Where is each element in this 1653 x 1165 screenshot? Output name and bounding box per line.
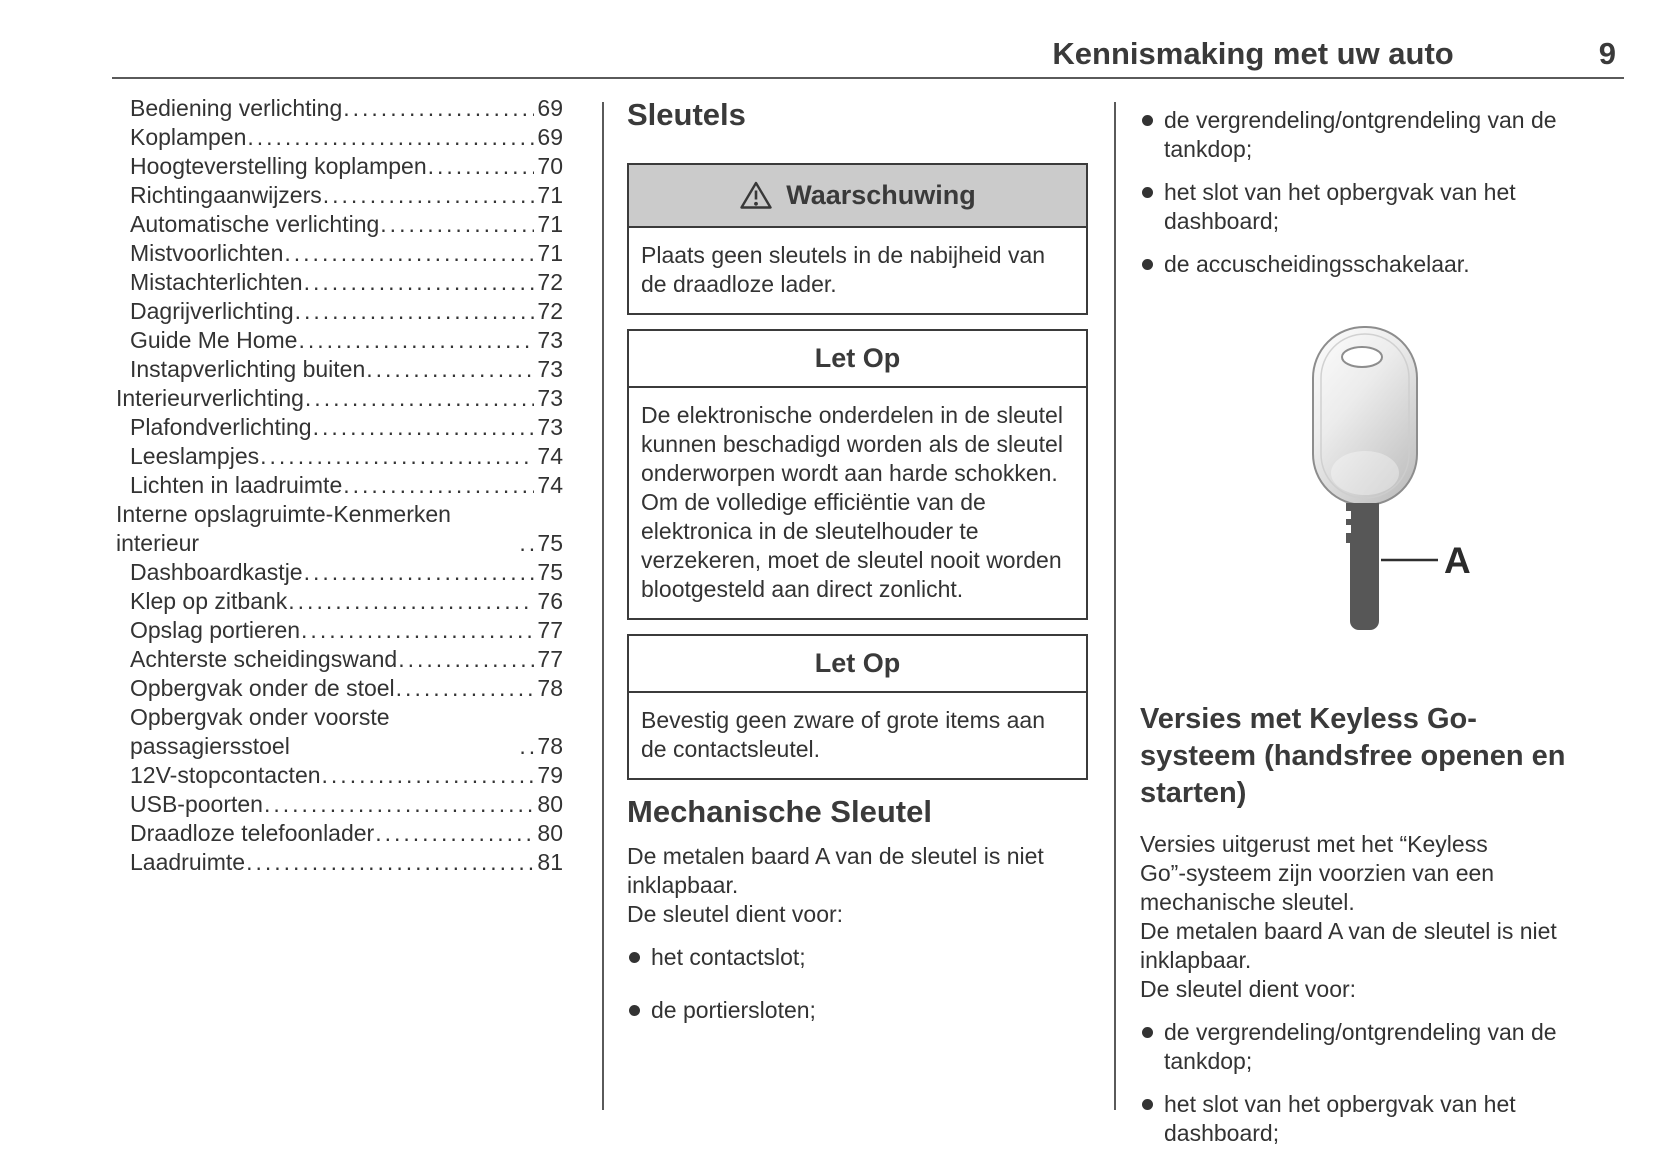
right-column [1140,106,1592,1148]
toc-entry-page: 72 [537,269,563,295]
toc-entry-label: Opslag portieren [130,617,301,643]
toc-entry[interactable] [116,848,563,877]
toc-entry-label: Lichten in laadruimte [130,472,343,498]
toc-entry-label: Opbergvak onder de stoel [130,675,395,701]
key-blade-label: A [1444,540,1471,581]
toc-entry-page: 73 [537,327,563,353]
keyless-go-paragraphs [1140,830,1592,1004]
toc-entry[interactable] [116,790,563,819]
toc-entry[interactable] [116,413,563,442]
toc-entry[interactable] [116,471,563,500]
toc-entry[interactable] [116,94,563,123]
bullet-icon [1142,259,1153,270]
toc-entry[interactable] [116,210,563,239]
toc-entry[interactable] [116,181,563,210]
bullet-icon [1142,115,1153,126]
list-item-text: het contactslot; [651,944,806,970]
list-item-text: de accuscheidingsschakelaar. [1164,251,1470,277]
toc-entry[interactable] [116,558,563,587]
toc-entry-page: 75 [537,559,563,585]
keyless-go-heading: Versies met Keyless Go-systeem (handsfree openen en starten) [1140,703,1566,809]
paragraph: De metalen baard A van de sleutel is niet inklapbaar. [1140,918,1557,973]
list-item [1142,250,1592,279]
subsection-title-mechanische-sleutel: Mechanische Sleutel [627,794,932,829]
toc-entry[interactable] [116,616,563,645]
list-item-text: het slot van het opbergvak van het dashboard; [1164,179,1516,234]
toc-entry-page: 69 [537,95,563,121]
dot-leader [395,674,535,703]
key-illustration [1140,323,1592,635]
toc-entry-label: Draadloze telefoonlader [130,820,375,846]
caution-box-list [627,329,1088,780]
dot-leader [246,123,534,152]
dot-leader [321,761,535,790]
toc-entry[interactable] [116,239,563,268]
dot-leader [374,819,534,848]
mechanical-key-bullet-list [627,943,1088,1025]
toc-entry-label: Mistachterlichten [130,269,303,295]
toc-entry-page: 79 [537,762,563,788]
list-item [1142,1018,1592,1076]
toc [116,94,563,877]
dot-leader [263,790,534,819]
dot-leader [427,152,535,181]
dot-leader [259,442,534,471]
dot-leader [294,297,535,326]
middle-column [627,97,1088,1025]
caution-box-header [629,331,1086,388]
section-title-sleutels: Sleutels [627,97,746,132]
dot-leader [312,413,535,442]
paragraph: De sleutel dient voor: [1140,976,1357,1002]
dot-leader [342,471,534,500]
dot-leader [365,355,534,384]
toc-entry[interactable] [116,326,563,355]
toc-entry-page: 71 [537,211,563,237]
toc-entry-page: 77 [537,617,563,643]
mechanical-key-paragraphs [627,842,1088,929]
dot-leader [300,616,534,645]
dot-leader [287,587,534,616]
toc-entry-page: 81 [537,849,563,875]
toc-entry[interactable] [116,703,563,761]
toc-entry-page: 73 [537,356,563,382]
toc-entry-label: Koplampen [130,124,247,150]
page-header-title: Kennismaking met uw auto [1052,36,1454,71]
dot-leader [397,645,534,674]
warning-box-header [629,165,1086,228]
bullet-icon [629,952,640,963]
toc-entry[interactable] [116,500,563,558]
warning-box-title: Waarschuwing [786,180,976,210]
toc-entry-label: 12V-stopcontacten [130,762,321,788]
toc-entry-label: Bediening verlichting [130,95,343,121]
dot-leader [303,558,535,587]
list-item-text: de portiersloten; [651,997,816,1023]
warning-box-body: Plaats geen sleutels in de nabijheid van de draadloze lader. [641,242,1046,297]
caution-box-header [629,636,1086,693]
toc-entry-page: 74 [537,443,563,469]
toc-entry-label: Leeslampjes [130,443,260,469]
dot-leader [297,326,534,355]
toc-entry-label: Automatische verlichting [130,211,380,237]
toc-entry-label: Klep op zitbank [130,588,288,614]
toc-entry[interactable] [116,587,563,616]
toc-entry-label: Interne opslagruimte-Kenmerken interieur [116,501,451,556]
toc-entry-label: Mistvoorlichten [130,240,284,266]
list-item [629,943,1088,972]
toc-entry-page: 71 [537,240,563,266]
toc-entry-label: Interieurverlichting [116,385,304,411]
page-number: 9 [1598,36,1616,71]
key-ring-hole [1342,347,1382,367]
toc-entry[interactable] [116,297,563,326]
caution-box-title: Let Op [814,648,901,678]
caution-box-body: De elektronische onderdelen in de sleutel kunnen beschadigd worden als de sleutel onderworpen wordt aan harde schokken. Om de volledige efficiëntie van de elektronica in de sleutelhouder te verzekeren, moet de sleutel nooit worden blootgesteld aan direct zonlicht. [641,402,1063,602]
toc-entry-label: Hoogteverstelling koplampen [130,153,427,179]
caution-box [627,329,1088,620]
toc-entry[interactable] [116,645,563,674]
toc-entry-label: Plafondverlichting [130,414,312,440]
toc-entry[interactable] [116,819,563,848]
toc-entry[interactable] [116,355,563,384]
caution-box-title: Let Op [814,343,901,373]
toc-entry-page: 78 [537,733,563,759]
key-blade-collar [1346,503,1379,543]
toc-entry-label: Richtingaanwijzers [130,182,322,208]
key-blade [1350,541,1379,630]
toc-entry[interactable] [116,123,563,152]
page-header [112,36,1624,79]
bullet-icon [1142,1099,1153,1110]
paragraph: De metalen baard A van de sleutel is niet inklapbaar. [627,843,1044,898]
toc-entry-page: 80 [537,820,563,846]
dot-leader [518,529,534,558]
toc-entry-page: 78 [537,675,563,701]
toc-entry-label: Guide Me Home [130,327,298,353]
caution-box-body: Bevestig geen zware of grote items aan de contactsleutel. [641,707,1046,762]
toc-entry-page: 77 [537,646,563,672]
list-item [1142,1090,1592,1148]
column-divider-right [1114,102,1116,1110]
dot-leader [379,210,534,239]
toc-entry[interactable] [116,384,563,413]
bullet-icon [629,1005,640,1016]
list-item [1142,178,1592,236]
dot-leader [518,732,534,761]
bullet-icon [1142,1027,1153,1038]
toc-entry-page: 76 [537,588,563,614]
key-uses-bullet-list [1140,106,1592,279]
toc-entry-label: USB-poorten [130,791,263,817]
key-figure-svg [1140,323,1480,635]
dot-leader [322,181,535,210]
paragraph: Versies uitgerust met het “Keyless Go”‑systeem zijn voorzien van een mechanische sleutel. [1140,831,1495,915]
list-item-text: de vergrendeling/ontgrendeling van de tankdop; [1164,107,1557,162]
toc-entry-page: 73 [537,414,563,440]
list-item-text: het slot van het opbergvak van het dashboard; [1164,1091,1516,1146]
dot-leader [245,848,534,877]
toc-entry-label: Instapverlichting buiten [130,356,366,382]
toc-entry-page: 80 [537,791,563,817]
toc-entry-page: 71 [537,182,563,208]
dot-leader [304,384,534,413]
caution-box [627,634,1088,780]
toc-entry-page: 72 [537,298,563,324]
toc-entry[interactable] [116,761,563,790]
toc-entry-page: 70 [537,153,563,179]
toc-entry-label: Opbergvak onder voorste passagiersstoel [130,704,390,759]
toc-entry-page: 73 [537,385,563,411]
toc-entry[interactable] [116,442,563,471]
list-item-text: de vergrendeling/ontgrendeling van de tankdop; [1164,1019,1557,1074]
toc-entry-page: 69 [537,124,563,150]
dot-leader [303,268,535,297]
warning-triangle-icon [739,180,773,211]
toc-entry-label: Dagrijverlichting [130,298,294,324]
dot-leader [342,94,534,123]
column-divider-left [602,102,604,1110]
toc-entry-label: Dashboardkastje [130,559,303,585]
toc-entry-page: 75 [537,530,563,556]
list-item [1142,106,1592,164]
toc-entry-page: 74 [537,472,563,498]
bullet-icon [1142,187,1153,198]
paragraph: De sleutel dient voor: [627,901,844,927]
toc-entry[interactable] [116,268,563,297]
toc-entry-label: Achterste scheidingswand [130,646,398,672]
warning-box [627,163,1088,315]
list-item [629,996,1088,1025]
toc-entry[interactable] [116,674,563,703]
dot-leader [283,239,534,268]
keyless-key-uses-bullet-list [1140,1018,1592,1148]
toc-entry-label: Laadruimte [130,849,246,875]
toc-entry[interactable] [116,152,563,181]
